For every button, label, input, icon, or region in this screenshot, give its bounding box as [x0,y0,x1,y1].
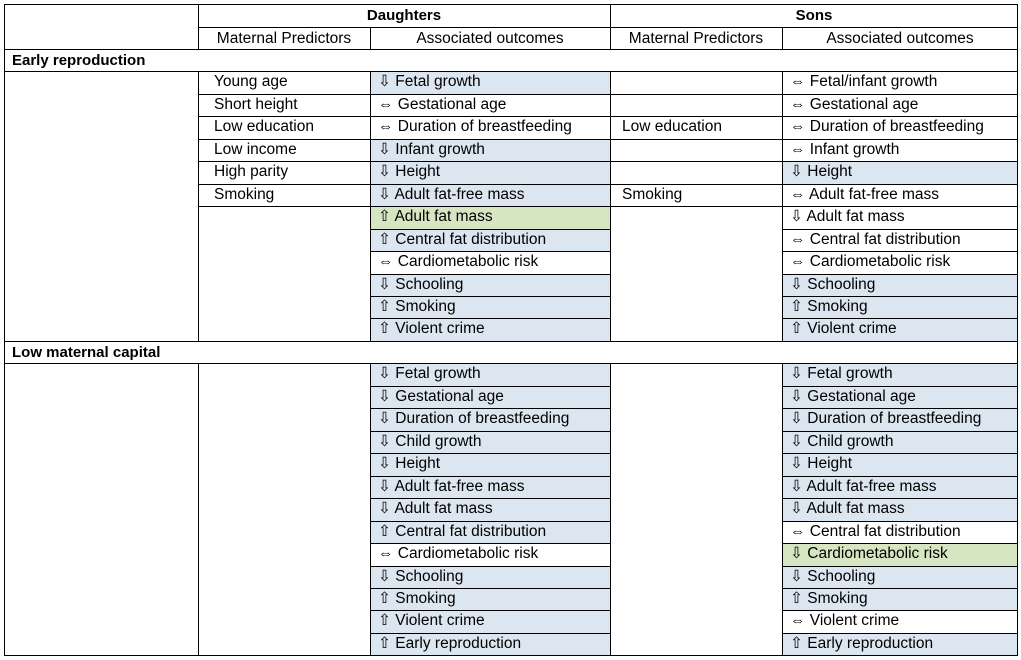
daughter-outcome: ⇧ Violent crime [378,320,485,337]
daughter-outcome: ⇩ Schooling [378,568,464,585]
daughter-outcome: ⇧ Violent crime [378,612,485,629]
son-outcome: ⇔ Adult fat-free mass [790,186,940,203]
son-outcome: ⇩ Schooling [790,276,876,293]
grid-line [4,4,1018,5]
grid-line [4,341,5,364]
son-outcome: ⇧ Violent crime [790,320,897,337]
daughter-outcome: ⇧ Smoking [378,298,456,315]
son-outcome: ⇩ Schooling [790,568,876,585]
daughter-predictor: High parity [214,163,289,180]
grid-line [610,116,783,117]
daughter-outcome: ⇩ Duration of breastfeeding [378,410,570,427]
grid-line [198,139,371,140]
grid-line [198,71,199,342]
daughter-outcome: ⇔ Gestational age [378,96,507,113]
son-outcome: ⇩ Height [790,455,853,472]
son-outcome: ⇩ Child growth [790,433,894,450]
son-predictor: Smoking [622,186,683,203]
grid-line [610,363,611,656]
header-sons-predictors: Maternal Predictors [628,30,764,47]
son-outcome: ⇧ Smoking [790,298,868,315]
grid-line [782,363,783,656]
grid-line [610,139,783,140]
grid-line [198,184,371,185]
daughter-outcome: ⇧ Adult fat mass [378,208,493,225]
daughter-outcome: ⇩ Adult fat-free mass [378,478,525,495]
son-outcome: ⇩ Fetal growth [790,365,893,382]
grid-line [610,206,783,207]
son-outcome: ⇩ Adult fat mass [790,500,905,517]
grid-line [610,4,611,50]
daughter-outcome: ⇧ Early reproduction [378,635,522,652]
header-daughters-outcomes: Associated outcomes [416,30,564,47]
grid-line [370,27,371,50]
son-outcome: ⇩ Adult fat mass [790,208,905,225]
son-outcome: ⇔ Violent crime [790,612,900,629]
grid-line [198,94,371,95]
grid-line [610,71,611,342]
outcomes-table [4,4,1018,656]
daughter-outcome: ⇧ Central fat distribution [378,231,547,248]
son-outcome: ⇔ Gestational age [790,96,919,113]
daughter-predictor: Young age [214,73,288,90]
son-outcome: ⇔ Cardiometabolic risk [790,253,951,270]
header-sons-outcomes: Associated outcomes [826,30,974,47]
son-outcome: ⇔ Fetal/infant growth [790,73,938,90]
son-outcome: ⇧ Smoking [790,590,868,607]
header-daughters: Daughters [366,7,442,24]
daughter-outcome: ⇔ Cardiometabolic risk [378,545,539,562]
daughter-outcome: ⇩ Adult fat mass [378,500,493,517]
daughter-predictor: Low education [214,118,314,135]
son-outcome: ⇩ Adult fat-free mass [790,478,937,495]
daughter-outcome: ⇔ Cardiometabolic risk [378,253,539,270]
grid-line [1017,341,1018,364]
grid-line [1017,4,1018,50]
grid-line [198,116,371,117]
grid-line [782,71,783,342]
grid-line [198,161,371,162]
son-outcome: ⇩ Height [790,163,853,180]
daughter-outcome: ⇧ Central fat distribution [378,523,547,540]
son-predictor: Low education [622,118,722,135]
grid-line [4,71,5,342]
daughter-predictor: Smoking [214,186,275,203]
son-outcome: ⇔ Central fat distribution [790,523,961,540]
grid-line [610,184,783,185]
son-outcome: ⇔ Central fat distribution [790,231,961,248]
grid-line [198,27,1018,28]
grid-line [610,94,783,95]
grid-line [198,363,199,656]
son-outcome: ⇩ Cardiometabolic risk [790,545,948,562]
grid-line [198,206,371,207]
daughter-outcome: ⇩ Height [378,455,441,472]
grid-line [610,161,783,162]
grid-line [1017,363,1018,656]
grid-line [4,4,5,50]
daughter-predictor: Short height [214,96,298,113]
daughter-outcome: ⇩ Schooling [378,276,464,293]
daughter-outcome: ⇩ Gestational age [378,388,504,405]
grid-line [198,4,199,50]
grid-line [1017,49,1018,72]
grid-line [782,27,783,50]
grid-line [1017,71,1018,342]
daughter-outcome: ⇩ Adult fat-free mass [378,186,525,203]
header-daughters-predictors: Maternal Predictors [216,30,352,47]
daughter-predictor: Low income [214,141,297,158]
son-outcome: ⇩ Gestational age [790,388,916,405]
daughter-outcome: ⇩ Child growth [378,433,482,450]
grid-line [4,363,5,656]
son-outcome: ⇩ Duration of breastfeeding [790,410,982,427]
daughter-outcome: ⇩ Fetal growth [378,73,481,90]
grid-line [4,49,5,72]
daughter-outcome: ⇧ Smoking [378,590,456,607]
son-outcome: ⇧ Early reproduction [790,635,934,652]
daughter-outcome: ⇩ Height [378,163,441,180]
section-title: Low maternal capital [12,344,161,361]
section-title: Early reproduction [12,52,146,69]
grid-line [370,71,371,342]
grid-line [4,655,1018,656]
son-outcome: ⇔ Infant growth [790,141,900,158]
header-sons: Sons [795,7,833,24]
daughter-outcome: ⇩ Fetal growth [378,365,481,382]
son-outcome: ⇔ Duration of breastfeeding [790,118,984,135]
daughter-outcome: ⇩ Infant growth [378,141,485,158]
daughter-outcome: ⇔ Duration of breastfeeding [378,118,572,135]
grid-line [370,363,371,656]
